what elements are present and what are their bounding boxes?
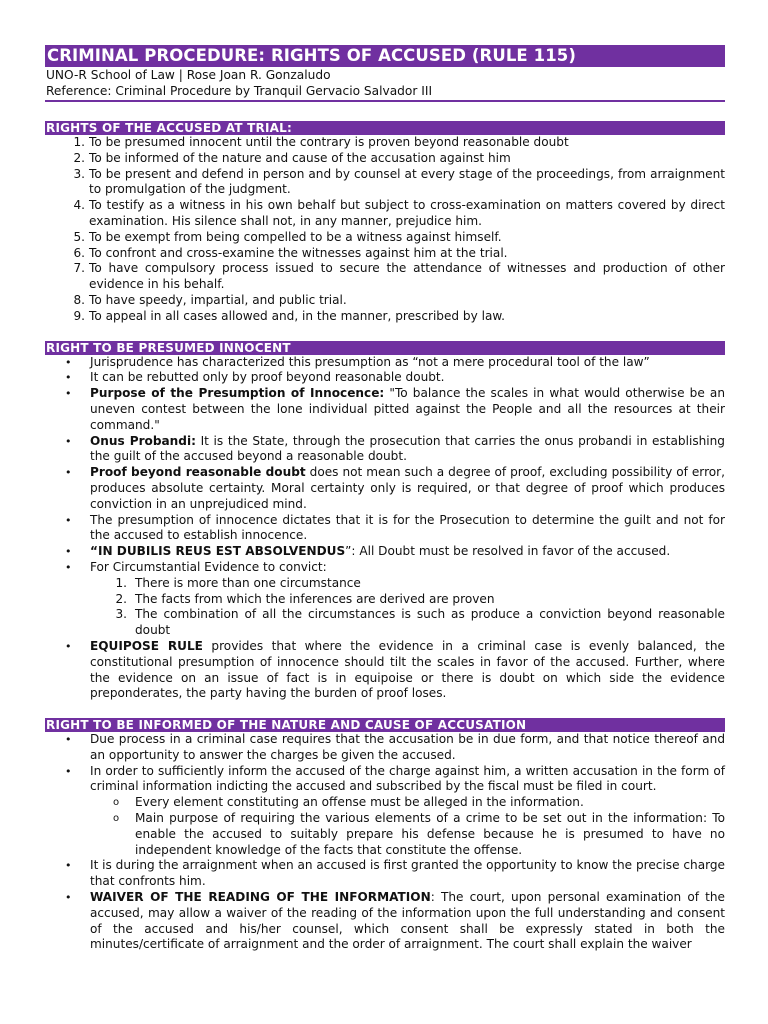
list-item: 1. To be presumed innocent until the contrary is proven beyond reasonable doubt <box>73 135 569 149</box>
bullet-icon: • <box>65 560 72 574</box>
bullet-icon: • <box>65 466 72 480</box>
list-item: • It can be rebutted only by proof beyond reasonable doubt. <box>65 370 445 385</box>
author-line: UNO-R School of Law | Rose Joan R. Gonzaludo <box>46 68 331 82</box>
bullet-icon: • <box>65 859 72 873</box>
bullet-icon: • <box>65 387 72 401</box>
list-item: • Onus Probandi: It is the State, through the prosecution that carries the onus probandi in establishing the guilt of the accused beyond a reasonable doubt. <box>65 433 725 464</box>
circle-bullet-icon: o <box>113 813 120 825</box>
rights-at-trial-list <box>45 135 725 325</box>
bullet-icon: • <box>65 764 72 778</box>
list-item: • The presumption of innocence dictates that it is for the Prosecution to determine the guilt and not for the accused to establish innocence. <box>65 512 725 543</box>
list-item: • Proof beyond reasonable doubt does not mean such a degree of proof, excluding possibility of error, produces absolute certainty. Moral certainty only is required, or that degree of proof which produces conviction in an unprejudiced mind. <box>65 465 725 511</box>
list-item: 6. To confront and cross-examine the witnesses against him at the trial. <box>73 245 508 260</box>
bullet-icon: • <box>65 733 72 747</box>
section-heading-nature-cause: RIGHT TO BE INFORMED OF THE NATURE AND CAUSE OF ACCUSATION <box>45 718 725 732</box>
bullet-icon: • <box>65 371 72 385</box>
list-item: 7. To have compulsory process issued to secure the attendance of witnesses and production of other evidence in his behalf. <box>73 261 725 292</box>
list-item: o Main purpose of requiring the various elements of a crime to be set out in the information: To enable the accused to suitably prepare his defense because he is presumed to have no independent knowledge of the facts that constitute the offense. <box>113 811 725 857</box>
list-item: 3. The combination of all the circumstances is such as produce a conviction beyond reasonable doubt <box>115 607 725 638</box>
document-title: CRIMINAL PROCEDURE: RIGHTS OF ACCUSED (RULE 115) <box>45 45 725 67</box>
list-item: 8. To have speedy, impartial, and public trial. <box>73 292 347 307</box>
circle-bullet-icon: o <box>113 797 120 809</box>
bullet-icon: • <box>65 639 72 653</box>
list-item: 4. To testify as a witness in his own behalf but subject to cross-examination on matters covered by direct examination. His silence shall not, in any manner, prejudice him. <box>73 198 725 228</box>
list-item: 9. To appeal in all cases allowed and, in the manner, prescribed by law. <box>73 308 506 323</box>
section-heading-rights-at-trial: RIGHTS OF THE ACCUSED AT TRIAL: <box>45 121 725 135</box>
presumed-innocent-list <box>45 355 725 576</box>
bullet-icon: • <box>65 434 72 448</box>
document-page <box>45 45 725 953</box>
information-requirements-list <box>45 795 725 858</box>
reference-line: Reference: Criminal Procedure by Tranquil Gervacio Salvador III <box>46 84 433 98</box>
list-item: • WAIVER OF THE READING OF THE INFORMATION: The court, upon personal examination of the accused, may allow a waiver of the reading of the information upon the full understanding and consent of the accused and his/her counsel, which consent shall be expressly stated in both the minutes/certificate of arraignment and the order of arraignment. The court shall explain the waiver <box>65 890 726 952</box>
arraignment-list <box>45 858 725 953</box>
bullet-icon: • <box>65 355 72 369</box>
list-item: 2. To be informed of the nature and cause of the accusation against him <box>73 150 511 165</box>
circumstantial-evidence-list <box>45 576 725 639</box>
list-item: • Due process in a criminal case requires that the accusation be in due form, and that notice thereof and an opportunity to answer the charges be given the accused. <box>65 732 725 762</box>
list-item: • In order to sufficiently inform the accused of the charge against him, a written accusation in the form of criminal information indicting the accused and subscribed by the fiscal must be filed in court. <box>65 763 725 794</box>
list-item: • EQUIPOSE RULE provides that where the evidence in a criminal case is evenly balanced, the constitutional presumption of innocence should tilt the scales in favor of the accused. Further, where the evidence on an issue of fact is in equipoise or there is doubt on which side the evidence preponderates, the party having the burden of proof loses. <box>65 638 725 701</box>
list-item: • For Circumstantial Evidence to convict: <box>65 559 327 574</box>
document-meta <box>45 67 725 99</box>
list-item: • Jurisprudence has characterized this presumption as “not a mere procedural tool of the law” <box>65 354 650 369</box>
list-item: • Purpose of the Presumption of Innocence: "To balance the scales in what would otherwise be an uneven contest between the lone individual pitted against the People and all the resources at their command." <box>65 386 725 432</box>
section-heading-presumed-innocent: RIGHT TO BE PRESUMED INNOCENT <box>45 341 725 355</box>
list-item: 2. The facts from which the inferences are derived are proven <box>115 591 495 606</box>
list-item: • It is during the arraignment when an accused is first granted the opportunity to know the precise charge that confronts him. <box>65 858 725 889</box>
list-item: o Every element constituting an offense must be alleged in the information. <box>113 795 584 810</box>
bullet-icon: • <box>65 891 72 905</box>
nature-cause-list <box>45 732 725 795</box>
list-item: 5. To be exempt from being compelled to be a witness against himself. <box>73 229 502 244</box>
equipose-list <box>45 639 725 702</box>
bullet-icon: • <box>65 545 72 559</box>
list-item: • “IN DUBILIS REUS EST ABSOLVENDUS”: All Doubt must be resolved in favor of the accused. <box>65 544 671 559</box>
list-item: 1. There is more than one circumstance <box>115 575 361 590</box>
bullet-icon: • <box>65 513 72 527</box>
list-item: 3. To be present and defend in person and by counsel at every stage of the proceedings, from arraignment to promulgation of the judgment. <box>73 166 725 197</box>
